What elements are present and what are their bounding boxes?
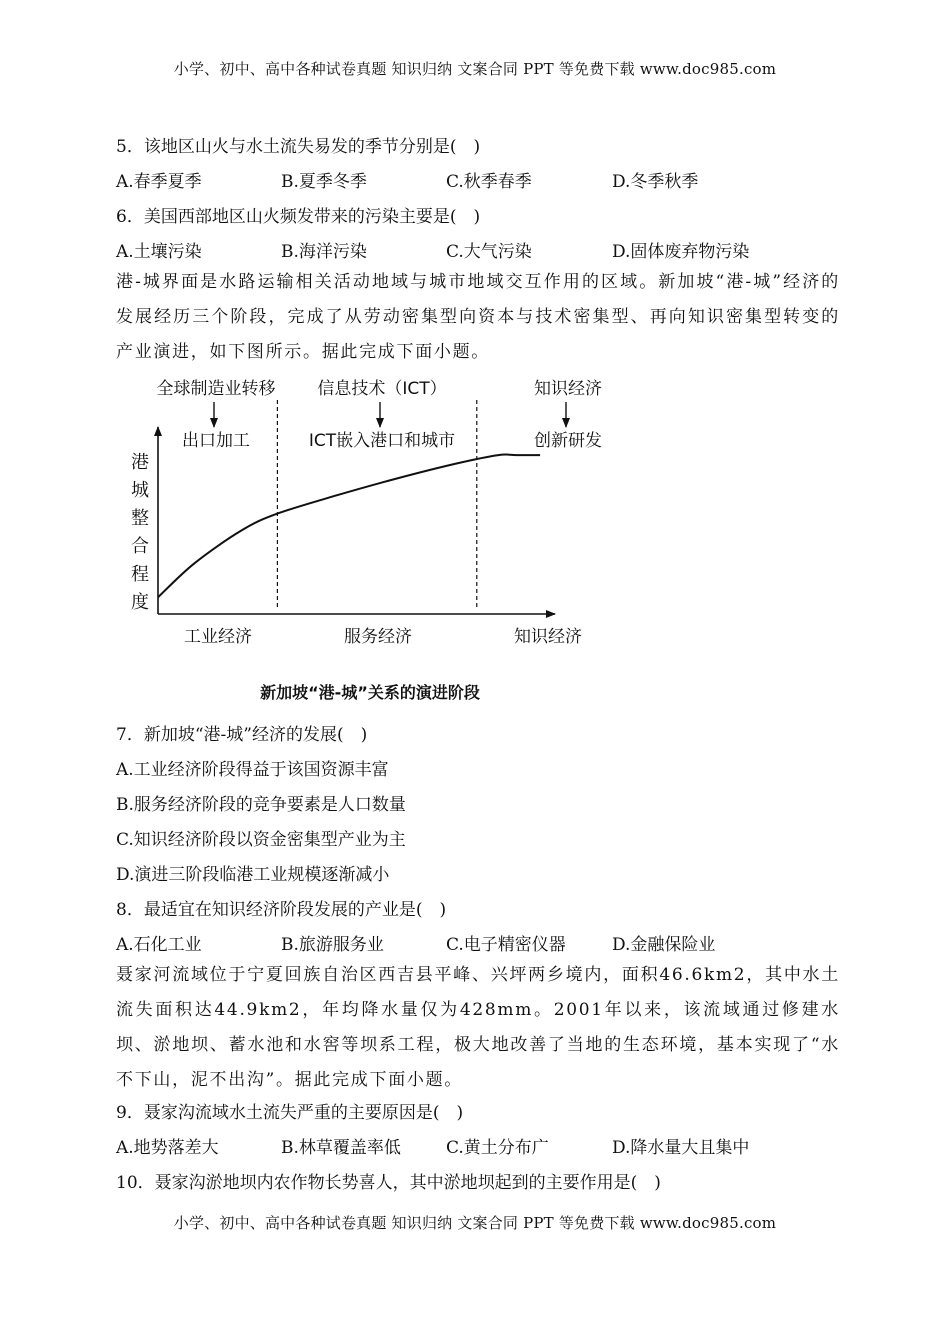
stage-axis-label: 服务经济: [344, 627, 412, 647]
q9-option-c: C.黄土分布广: [446, 1138, 549, 1158]
y-axis-label-char: 城: [131, 480, 149, 501]
q9-stem: 9．聂家沟流域水土流失严重的主要原因是( ): [116, 1103, 464, 1123]
y-axis-label-char: 度: [131, 592, 149, 613]
y-axis-label-char: 整: [131, 508, 149, 529]
stage-activity-label: ICT嵌入港口和城市: [308, 431, 456, 451]
y-axis-label: [131, 452, 149, 613]
q8-option-a: A.石化工业: [116, 935, 202, 955]
q9-option-d: D.降水量大且集中: [612, 1138, 750, 1158]
q8-option-d: D.金融保险业: [612, 935, 716, 955]
q8-options: [116, 930, 856, 954]
q5-stem: 5．该地区山火与水土流失易发的季节分别是( ): [116, 137, 481, 157]
stage-driver-label: 全球制造业转移: [156, 379, 276, 399]
stage-driver-label: 知识经济: [534, 379, 602, 399]
y-axis-label-char: 程: [131, 564, 149, 585]
q5-option-d: D.冬季秋季: [612, 172, 699, 192]
page-header: 小学、初中、高中各种试卷真题 知识归纳 文案合同 PPT 等免费下载 www.doc985.com: [173, 60, 777, 78]
q5-option-b: B.夏季冬季: [281, 172, 367, 192]
y-axis-label-char: 合: [131, 536, 149, 557]
q5-options: [116, 167, 856, 191]
q7-option-d: D.演进三阶段临港工业规模逐渐减小: [116, 865, 390, 885]
q5-option-c: C.秋季春季: [446, 172, 532, 192]
q6-option-b: B.海洋污染: [281, 242, 367, 262]
q7-stem: 7．新加坡“港-城”经济的发展( ): [116, 725, 368, 745]
q6-option-c: C.大气污染: [446, 242, 532, 262]
q8-stem: 8．最适宜在知识经济阶段发展的产业是( ): [116, 900, 447, 920]
stage-driver-label: 信息技术（ICT）: [317, 379, 447, 399]
integration-curve: [158, 454, 540, 597]
passage-niejia: 聂家河流域位于宁夏回族自治区西吉县平峰、兴坪两乡境内，面积46.6km2，其中水土流失面积达44.9km2，年均降水量仅为428mm。2001年以来，该流域通过修建水坝、淤地坝、蓄水池和水窖等坝系工程，极大地改善了当地的生态环境，基本实现了“水不下山，泥不出沟”。据此完成下面小题。: [116, 965, 840, 1090]
q10-stem: 10．聂家沟淤地坝内农作物长势喜人，其中淤地坝起到的主要作用是( ): [116, 1173, 661, 1193]
stage-activity-label: 出口加工: [182, 431, 250, 451]
y-axis-label-char: 港: [131, 452, 149, 473]
q5-option-a: A.春季夏季: [116, 172, 202, 192]
stage-activity-label: 创新研发: [534, 431, 602, 451]
q9-option-a: A.地势落差大: [116, 1138, 219, 1158]
stage-axis-label: 知识经济: [514, 627, 582, 647]
q7-option-c: C.知识经济阶段以资金密集型产业为主: [116, 830, 406, 850]
chart-caption: 新加坡“港-城”关系的演进阶段: [260, 683, 480, 702]
port-city-chart: [120, 372, 620, 652]
q7-option-b: B.服务经济阶段的竞争要素是人口数量: [116, 795, 406, 815]
q9-option-b: B.林草覆盖率低: [281, 1138, 401, 1158]
q6-option-d: D.固体废弃物污染: [612, 242, 750, 262]
q6-options: [116, 237, 856, 261]
stage-axis-label: 工业经济: [184, 627, 252, 647]
q8-option-c: C.电子精密仪器: [446, 935, 566, 955]
q9-options: [116, 1133, 856, 1157]
q6-stem: 6．美国西部地区山火频发带来的污染主要是( ): [116, 207, 481, 227]
q8-option-b: B.旅游服务业: [281, 935, 384, 955]
passage-port-city: 港-城界面是水路运输相关活动地域与城市地域交互作用的区域。新加坡“港-城”经济的发展经历三个阶段，完成了从劳动密集型向资本与技术密集型、再向知识密集型转变的产业演进，如下图所示。据此完成下面小题。: [116, 272, 840, 362]
page-footer: 小学、初中、高中各种试卷真题 知识归纳 文案合同 PPT 等免费下载 www.doc985.com: [173, 1214, 777, 1232]
stage-labels: [157, 379, 603, 647]
q6-option-a: A.土壤污染: [116, 242, 202, 262]
q7-option-a: A.工业经济阶段得益于该国资源丰富: [116, 760, 389, 780]
